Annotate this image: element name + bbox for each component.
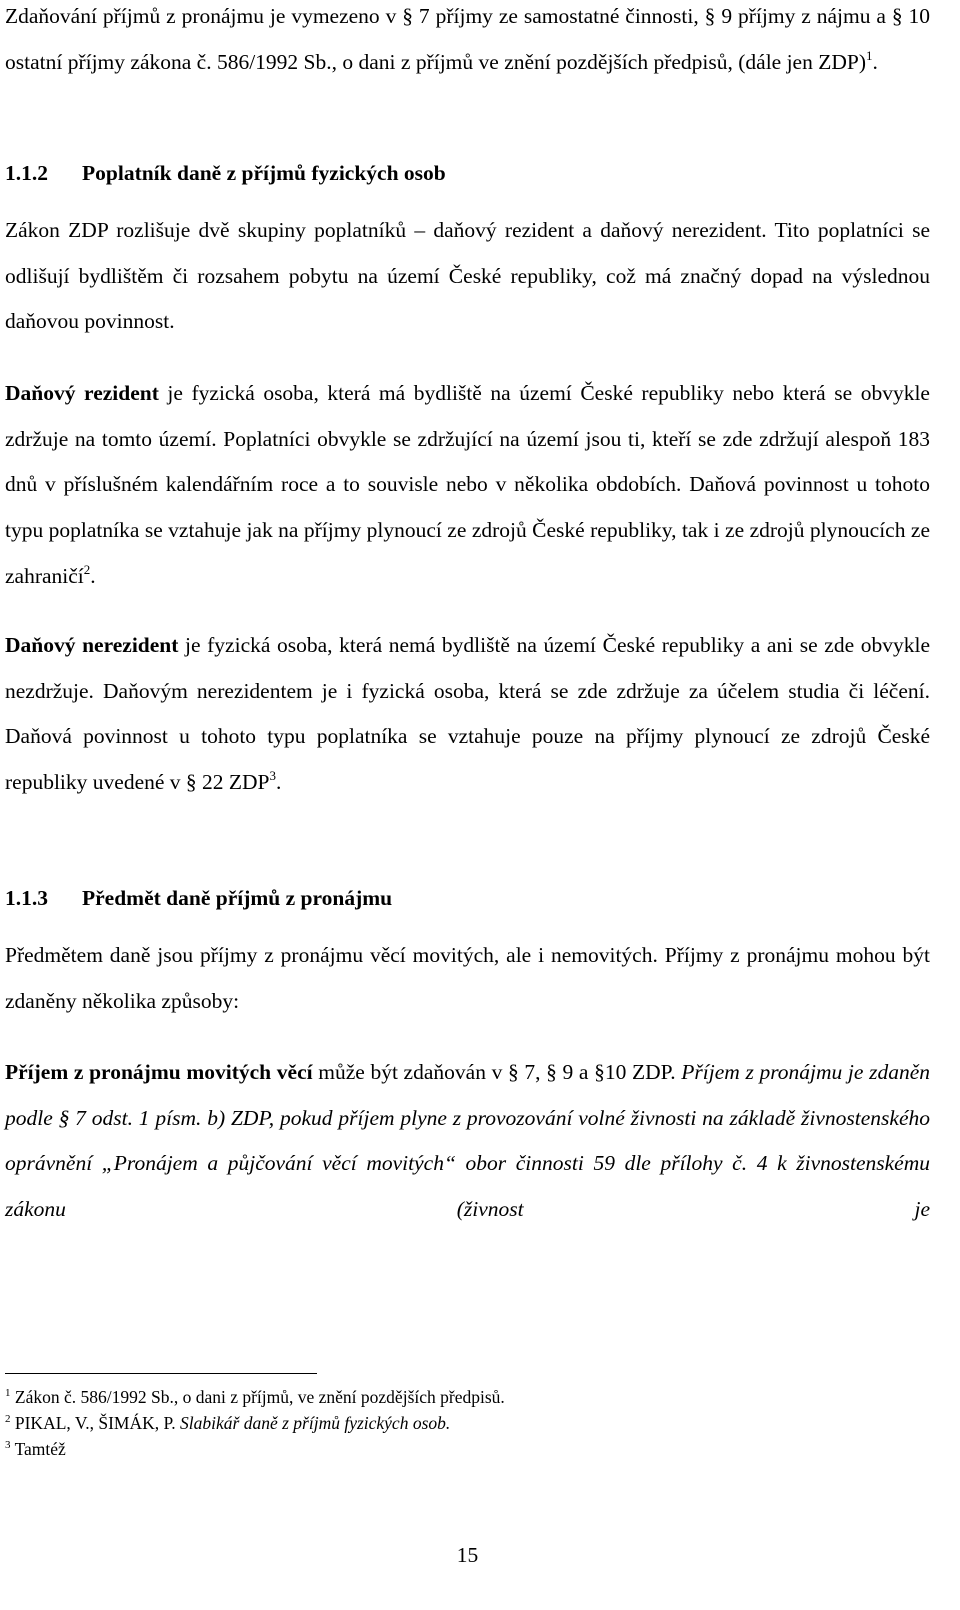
footnote-ref-2[interactable]: 2 — [83, 561, 91, 577]
paragraph-zdp: Zákon ZDP rozlišuje dvě skupiny poplatníků – daňový rezident a daňový nerezident. Tito poplatníci se odlišují bydlištěm či rozsahem pobytu na území České republiky, což má značný dopad na výslednou daňovou povinnost. — [5, 218, 930, 334]
section-number: 1.1.3 — [5, 886, 48, 910]
section-title: Poplatník daně z příjmů fyzických osob — [82, 161, 446, 185]
section-title: Předmět daně příjmů z pronájmu — [82, 886, 393, 910]
paragraph-rezident: Daňový rezident je fyzická osoba, která má bydliště na území České republiky nebo která se obvykle zdržuje na tomto území. Poplatníci obvykle se zdržující na území jsou ti, kteří se zde zdržují alespoň 183 dnů v příslušném kalendářním roce a to souvisle nebo v několika obdobích. Daňová povinnost u tohoto typu poplatníka se vztahuje jak na příjmy plynoucí ze zdrojů České republiky, tak i ze zdrojů plynoucích ze zahraničí$^2$. — [5, 381, 930, 588]
footnote-ref-1[interactable]: 1 — [866, 47, 873, 63]
footnote-1: $^1$ Zákon č. 586/1992 Sb., o dani z příjmů, ve znění pozdějších předpisů. — [5, 1387, 505, 1407]
footnote-2: $^2$ PIKAL, V., ŠIMÁK, P. Slabikář daně z příjmů fyzických osob. — [5, 1413, 451, 1433]
footnote-ref-3[interactable]: 3 — [269, 768, 277, 784]
term-movite-veci: Příjem z pronájmu movitých věcí — [5, 1060, 313, 1084]
footnote-3: $^3$ Tamtéž — [5, 1439, 66, 1459]
footnote-divider — [5, 1373, 317, 1374]
intro-paragraph: Zdaňování příjmů z pronájmu je vymezeno v § 7 příjmy ze samostatné činnosti, § 9 příjmy z nájmu a § 10 ostatní příjmy zákona č. 586/1992 Sb., o dani z příjmů ve znění pozdějších předpisů, (dále jen ZDP)$^1$. — [5, 4, 930, 74]
term-rezident: Daňový rezident — [5, 381, 159, 405]
section-heading-1-1-3 — [5, 883, 392, 913]
section-number: 1.1.2 — [5, 161, 48, 185]
intro-text: Zdaňování příjmů z pronájmu je vymezeno v § 7 příjmy ze samostatné činnosti, § 9 příjmy z nájmu a § 10 ostatní příjmy zákona č. 586/1992 Sb., o dani z příjmů ve znění pozdějších předpisů, (dále jen ZDP) — [5, 4, 930, 74]
italic-passage: Příjem z pronájmu je zdaněn podle § 7 odst. 1 písm. b) ZDP, pokud příjem plyne z provozování volné živnosti na základě živnostenského oprávnění „Pronájem a půjčování věcí movitých“ obor činnosti 59 dle přílohy č. 4 k živnostenskému zákonu (živnost je — [5, 1060, 930, 1222]
paragraph-predmet: Předmětem daně jsou příjmy z pronájmu věcí movitých, ale i nemovitých. Příjmy z pronájmu mohou být zdaněny několika způsoby: — [5, 943, 930, 1013]
page-number: 15 — [456, 1543, 479, 1567]
term-nerezident: Daňový nerezident — [5, 633, 179, 657]
paragraph-movite-veci: Příjem z pronájmu movitých věcí může být zdaňován v § 7, § 9 a §10 ZDP. Příjem z pronájmu je zdaněn podle § 7 odst. 1 písm. b) ZDP, pokud příjem plyne z provozování volné živnosti na základě živnostenského oprávnění „Pronájem a půjčování věcí movitých“ obor činnosti 59 dle přílohy č. 4 k živnostenskému zákonu (živnost je — [5, 1060, 930, 1222]
paragraph-nerezident: Daňový nerezident je fyzická osoba, která nemá bydliště na území České republiky a ani se zde obvykle nezdržuje. Daňovým nerezidentem je i fyzická osoba, která se zde zdržuje za účelem studia či léčení. Daňová povinnost u tohoto typu poplatníka se vztahuje pouze na příjmy plynoucí ze zdrojů České republiky uvedené v § 22 ZDP$^3$. — [5, 633, 930, 795]
section-heading-1-1-2 — [5, 158, 446, 188]
